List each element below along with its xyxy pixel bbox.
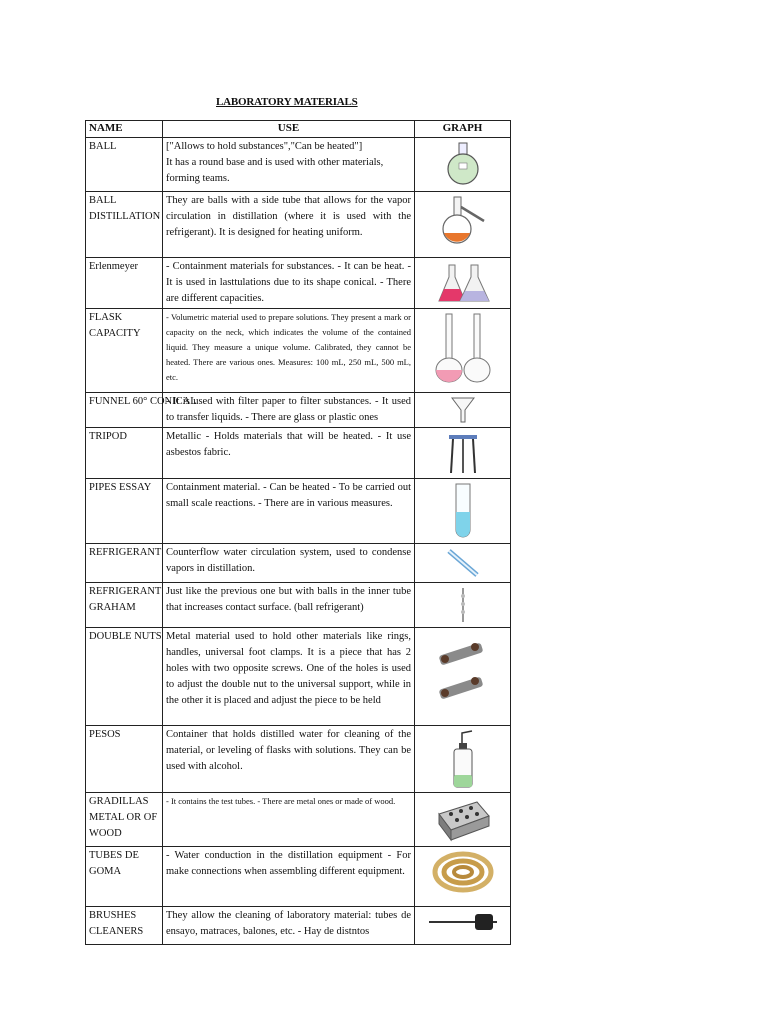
table-row bbox=[86, 793, 511, 847]
material-use: - Volumetric material used to prepare solutions. They present a mark or capacity on the neck, which indicates the volume of the contained liquid. They measure a unique volume. Calibrated, they cannot be heated. There are various ones. Measures: 100 mL, 250 mL, 500 mL, etc. bbox=[163, 309, 415, 393]
material-use: Container that holds distilled water for cleaning of the material, or leveling of flasks with solutions. They can be used with alcohol. bbox=[163, 726, 415, 793]
material-use: Just like the previous one but with balls in the inner tube that increases contact surface. (ball refrigerant) bbox=[163, 583, 415, 628]
volumetric-flask-icon bbox=[433, 312, 493, 386]
tripod-icon bbox=[443, 431, 483, 475]
distillation-flask-icon bbox=[436, 195, 490, 247]
material-name: Erlenmeyer bbox=[86, 258, 163, 309]
material-name: BRUSHES CLEANERS bbox=[86, 907, 163, 945]
material-use: - It contains the test tubes. - There are metal ones or made of wood. bbox=[163, 793, 415, 847]
material-name: DOUBLE NUTS bbox=[86, 628, 163, 726]
table-row bbox=[86, 583, 511, 628]
header-use: USE bbox=[163, 121, 415, 138]
wash-bottle-icon bbox=[448, 729, 478, 789]
material-name: FUNNEL 60° CONICAL bbox=[86, 393, 163, 428]
material-use: - It is used with filter paper to filter substances. - It used to transfer liquids. - There are glass or plastic ones bbox=[163, 393, 415, 428]
test-tube-icon bbox=[448, 482, 478, 540]
material-name: FLASK CAPACITY bbox=[86, 309, 163, 393]
document-title: LABORATORY MATERIALS bbox=[216, 96, 358, 108]
material-name: REFRIGERANT GRAHAM bbox=[86, 583, 163, 628]
material-name: PIPES ESSAY bbox=[86, 479, 163, 544]
double-nut-clamp-icon bbox=[433, 631, 493, 711]
material-name: BALL bbox=[86, 138, 163, 192]
material-name: TUBES DE GOMA bbox=[86, 847, 163, 907]
material-name: PESOS bbox=[86, 726, 163, 793]
material-use: Counterflow water circulation system, used to condense vapors in distillation. bbox=[163, 544, 415, 583]
material-use: Metallic - Holds materials that will be heated. - It use asbestos fabric. bbox=[163, 428, 415, 479]
header-graph: GRAPH bbox=[415, 121, 511, 138]
material-use: They are balls with a side tube that allows for the vapor circulation in distillation (where it is used with the refrigerant). It is designed for heating uniform. bbox=[163, 192, 415, 258]
table-row bbox=[86, 138, 511, 192]
table-row bbox=[86, 847, 511, 907]
material-use: - Water conduction in the distillation equipment - For make connections when assembling different equipment. bbox=[163, 847, 415, 907]
material-name: TRIPOD bbox=[86, 428, 163, 479]
condenser-icon bbox=[443, 547, 483, 579]
table-row bbox=[86, 628, 511, 726]
erlenmeyer-flask-icon bbox=[433, 261, 493, 305]
funnel-icon bbox=[448, 396, 478, 424]
brush-icon bbox=[425, 910, 501, 934]
material-name: REFRIGERANT bbox=[86, 544, 163, 583]
table-row bbox=[86, 393, 511, 428]
material-use: Metal material used to hold other materials like rings, handles, universal foot clamps. It is a piece that has 2 holes with two opposite screws. One of the holes is used to adjust the double nut to the universal support, while in the other it is placed and adjust the piece to be held bbox=[163, 628, 415, 726]
table-header-row bbox=[86, 121, 511, 138]
table-row bbox=[86, 544, 511, 583]
header-name: NAME bbox=[86, 121, 163, 138]
material-name: BALL DISTILLATION bbox=[86, 192, 163, 258]
table-row bbox=[86, 309, 511, 393]
materials-table bbox=[85, 120, 511, 945]
table-row bbox=[86, 726, 511, 793]
table-row bbox=[86, 258, 511, 309]
table-row bbox=[86, 428, 511, 479]
material-use: - Containment materials for substances. - It can be heat. - It is used in lasttulations due to its shape conical. - There are different capacities. bbox=[163, 258, 415, 309]
round-flask-icon bbox=[443, 141, 483, 187]
rubber-tube-icon bbox=[431, 850, 495, 894]
material-use: Containment material. - Can be heated - To be carried out small scale reactions. - There are in various measures. bbox=[163, 479, 415, 544]
graham-condenser-icon bbox=[448, 586, 478, 624]
table-row bbox=[86, 907, 511, 945]
table-row bbox=[86, 192, 511, 258]
table-row bbox=[86, 479, 511, 544]
material-name: GRADILLAS METAL OR OF WOOD bbox=[86, 793, 163, 847]
test-tube-rack-icon bbox=[433, 796, 493, 842]
material-use: They allow the cleaning of laboratory material: tubes de ensayo, matraces, balones, etc. - Hay de distntos bbox=[163, 907, 415, 945]
material-use: ["Allows to hold substances","Can be heated"] It has a round base and is used with other materials, forming teams. bbox=[163, 138, 415, 192]
